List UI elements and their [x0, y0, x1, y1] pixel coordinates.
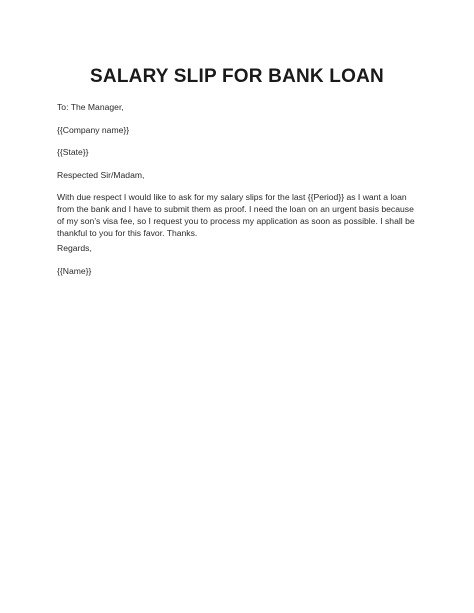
salutation: Respected Sir/Madam,: [57, 170, 145, 180]
recipient-line: To: The Manager,: [57, 102, 124, 112]
signature-name-placeholder: {{Name}}: [57, 266, 92, 276]
closing: Regards,: [57, 243, 92, 253]
company-placeholder: {{Company name}}: [57, 125, 130, 135]
body-paragraph: With due respect I would like to ask for my salary slips for the last {{Period}} as I want a loan from the bank and I have to submit them as proof. I need the loan on an urgent basis because of my son’s visa fee, so I request you to process my application as soon as possible. I shall be thankful to you for this favor. Thanks.: [57, 192, 415, 238]
document-title: SALARY SLIP FOR BANK LOAN: [90, 66, 384, 87]
state-placeholder: {{State}}: [57, 147, 89, 157]
